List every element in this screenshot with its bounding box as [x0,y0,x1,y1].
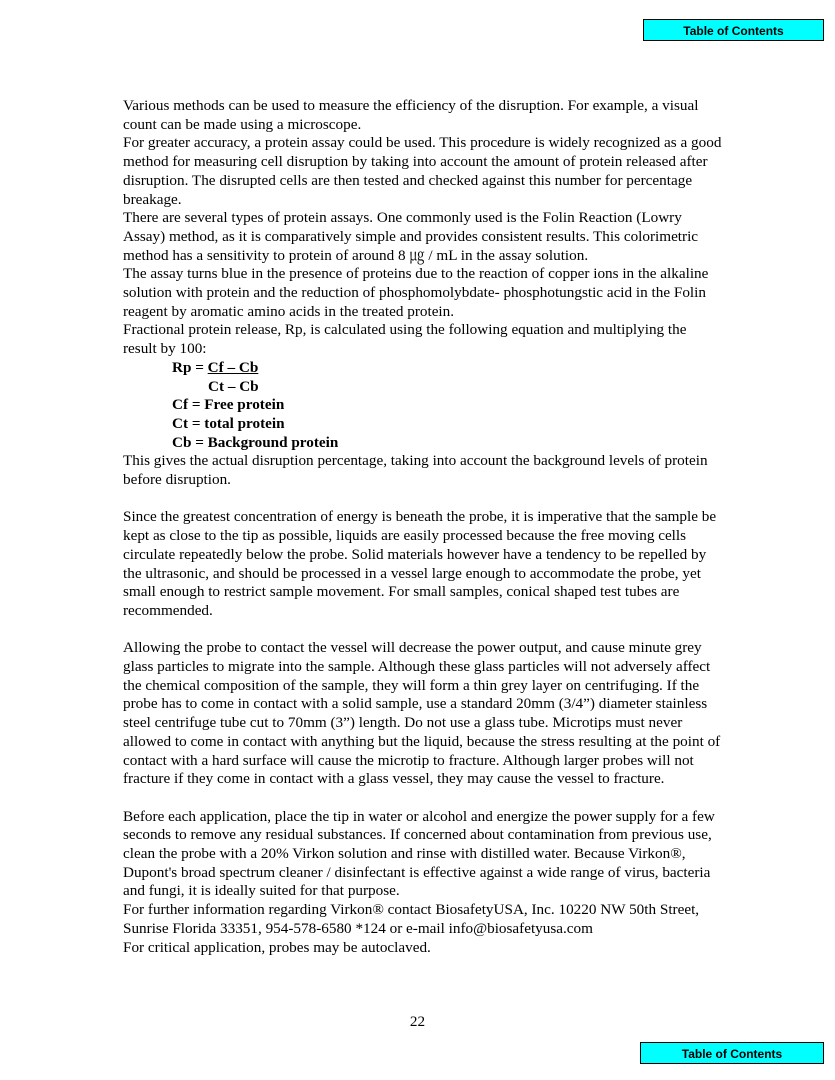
page-number: 22 [409,1013,426,1030]
paragraph-assay-reaction: The assay turns blue in the presence of proteins due to the reaction of copper ions in the alkaline solution with protein and the reduction of phosphomolybdate- phosphotungstic acid in the Folin reagent by aromatic amino acids in the treated protein. [123,265,709,320]
paragraph-disruption-percentage: This gives the actual disruption percentage, taking into account the background levels of protein before disruption. [123,452,708,489]
paragraph-gap [123,789,723,808]
paragraph-probe-contact: Allowing the probe to contact the vessel will decrease the power output, and cause minute grey glass particles to migrate into the sample. Although these glass particles will not adversely affect the chemical composition of the sample, they will form a thin grey layer on centrifuging. If the probe has to come in contact with a solid sample, use a standard 20mm (3/4”) diameter stainless steel centrifuge tube cut to 70mm (3”) length. Do not use a glass tube. Microtips must never allowed to come in contact with anything but the liquid, because the stress resulting at the point of contact with a hard surface will cause the microtip to fracture. Although larger probes will not fracture if they come in contact with a glass vessel, they may cause the vessel to fracture. [123,639,721,788]
document-body [123,97,723,957]
formula-def-ct: Ct = total protein [172,414,285,432]
paragraph-protein-assay: For greater accuracy, a protein assay could be used. This procedure is widely recognized as a good method for measuring cell disruption by taking into account the amount of protein released after disruption. The disrupted cells are then tested and checked against this number for percentage breakage. [123,134,722,208]
formula-numerator: Cf – Cb [207,358,259,376]
paragraph-fractional-release: Fractional protein release, Rp, is calculated using the following equation and multiplying the result by 100: [123,321,687,358]
formula-def-cf: Cf = Free protein [172,396,285,414]
paragraph-virkon-contact: For further information regarding Virkon® contact BiosafetyUSA, Inc. 10220 NW 50th Street, Sunrise Florida 33351, 954-578-6580 *124 or e-mail info@biosafetyusa.com [123,901,700,937]
formula-denominator: Ct – Cb [208,377,259,395]
paragraph-autoclave: For critical application, probes may be autoclaved. [123,938,431,956]
formula-def-cb: Cb = Background protein [172,433,339,451]
formula-line-rp [172,359,723,378]
formula-lhs: Rp = [172,358,208,376]
table-of-contents-button-bottom[interactable]: Table of Contents [640,1042,824,1064]
rp-formula [172,359,723,453]
paragraph-measure-methods: Various methods can be used to measure the efficiency of the disruption. For example, a visual count can be made using a microscope. [123,97,699,133]
paragraph-assay-types: There are several types of protein assays. One commonly used is the Folin Reaction (Lowry Assay) method, as it is comparatively simple and provides consistent results. This colorimetric method has a sensitivity to protein of around 8 ㎍ / mL in the assay solution. [123,209,699,264]
paragraph-probe-energy: Since the greatest concentration of energy is beneath the probe, it is imperative that the sample be kept as close to the tip as possible, liquids are easily processed because the free moving cells circulate repeatedly below the probe. Solid materials however have a tendency to be repelled by the ultrasonic, and should be processed in a vessel large enough to accommodate the probe, yet small enough to restrict sample movement. For small samples, conical shaped test tubes are recommended. [123,508,717,619]
paragraph-gap [123,621,723,640]
paragraph-cleaning: Before each application, place the tip in water or alcohol and energize the power supply for a few seconds to remove any residual substances. If concerned about contamination from previous use, clean the probe with a 20% Virkon solution and rinse with distilled water. Because Virkon®, Dupont's broad spectrum cleaner / disinfectant is effective against a wide range of virus, bacteria and fungi, it is ideally suited for that purpose. [123,807,715,900]
paragraph-gap [123,490,723,509]
table-of-contents-button-top[interactable]: Table of Contents [643,19,824,41]
